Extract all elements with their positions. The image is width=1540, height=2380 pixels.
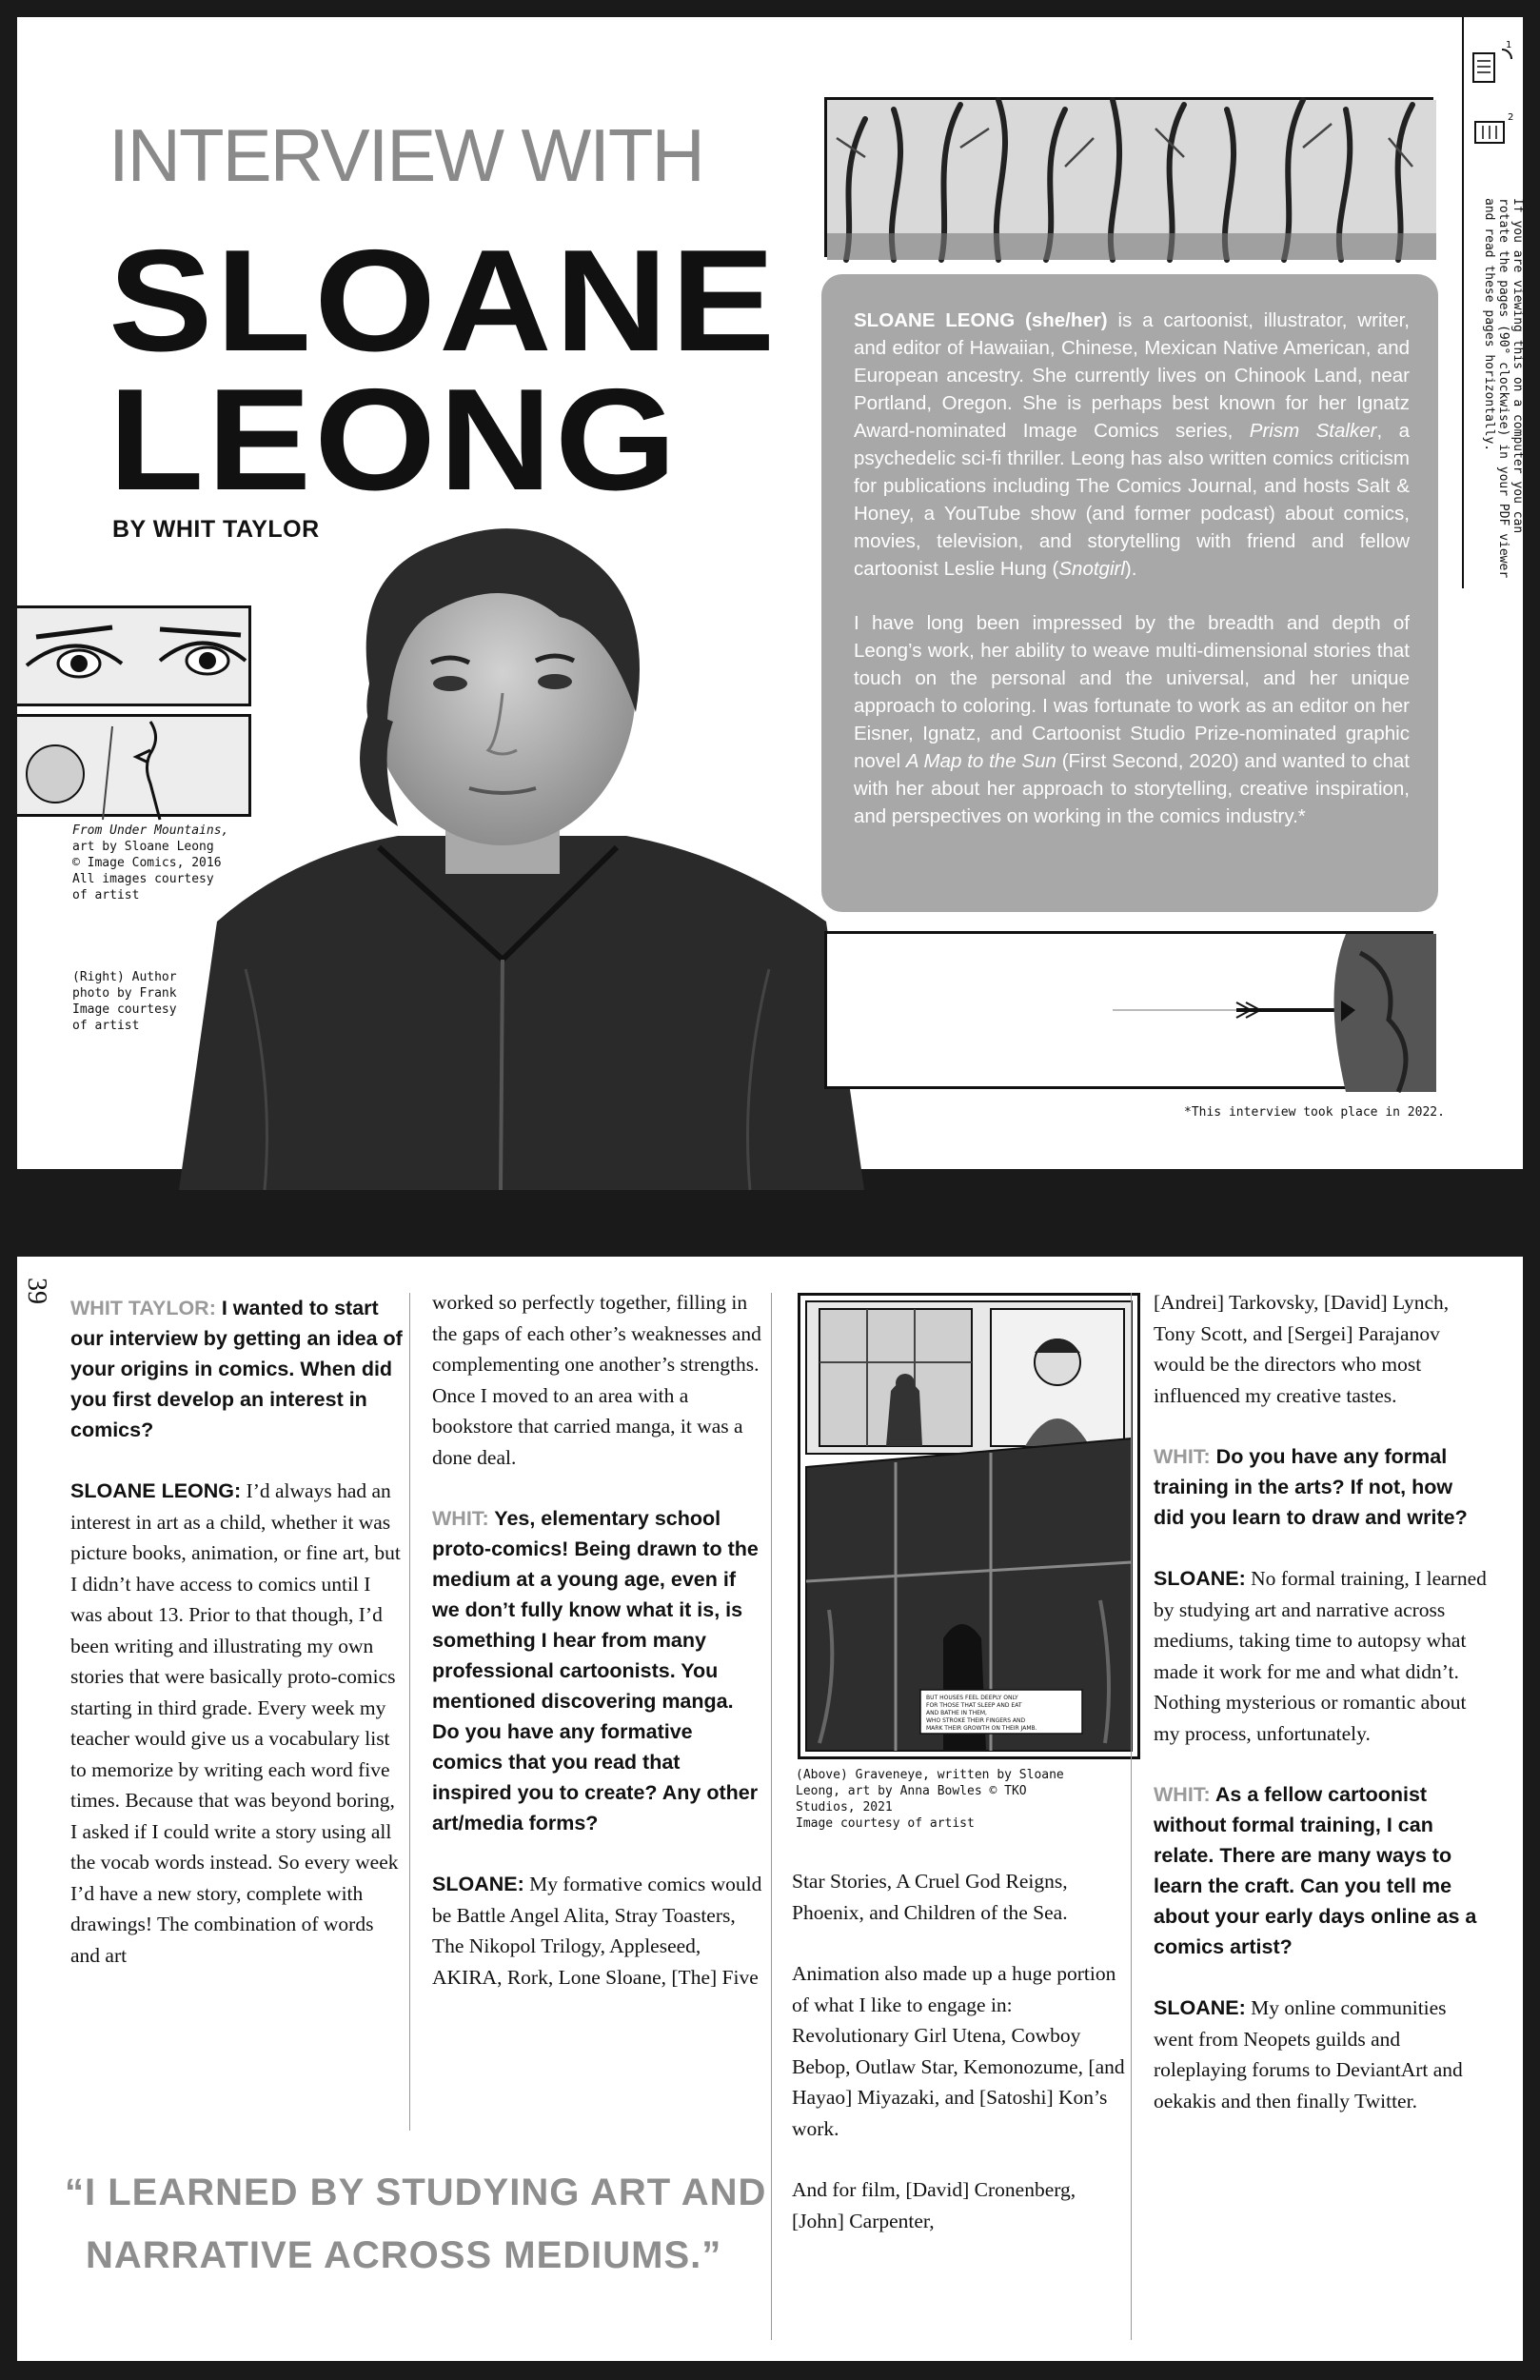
graveneye-caption: (Above) Graveneye, written by Sloane Leong, art by Anna Bowles © TKO Studios, 2021 Image courtesy of artist <box>796 1768 1064 1831</box>
question-1: WHIT TAYLOR: I wanted to start our interview by getting an idea of your origins in comics. When did you first develop an interest in comics? <box>70 1297 403 1441</box>
arrow-comic-panel <box>824 931 1433 1089</box>
answer-2-continued: Star Stories, A Cruel God Reigns, Phoenix, and Children of the Sea. <box>792 1870 1068 1924</box>
graveneye-illustration <box>800 1296 1137 1756</box>
interview-page <box>17 1257 1523 2361</box>
forest-illustration <box>827 100 1436 260</box>
comic-balloon-line: FOR THOSE THAT SLEEP AND EAT <box>926 1702 1022 1709</box>
intro-paragraph-1: SLOANE LEONG (she/her) is a cartoonist, illustrator, writer, and editor of Hawaiian, Chinese, Mexican Native American, and European ancestry. She currently lives on Chinook Land, near Portland, Oregon. She is perhaps best known for her Ignatz Award-nominated Image Comics series, Prism Stalker, a psychedelic sci-fi thriller. Leong has also written comics criticism for publications including The Comics Journal, and hosts Salt & Honey, a YouTube show (and former podcast) about comics, movies, television, and storytelling with friend and fellow cartoonist Leslie Hung (Snotgirl). <box>854 309 1411 580</box>
rotate-instructions-note: If you are viewing this on a computer you can rotate the pages (90° clockwise) in your PDF viewer and read these pages horizontally. <box>1482 198 1525 579</box>
question-4: WHIT: As a fellow cartoonist without formal training, I can relate. There are many ways to learn the craft. Can you tell me about your early days online as a comics artist? <box>1154 1783 1477 1958</box>
author-photo-caption: (Right) Author photo by Frank Image courtesy of artist <box>72 970 177 1033</box>
answer-2-animation: Animation also made up a huge portion of what I like to engage in: Revolutionary Girl Utena, Cowboy Bebop, Outlaw Star, Kemonozume, [and Hayao] Miyazaki, and [Satoshi] Kon’s work. <box>792 1962 1125 2140</box>
intro-paragraph-2: I have long been impressed by the breadth and depth of Leong’s work, her ability to weave multi-dimensional stories that touch on the personal and the universal, and her unique approach to coloring. I was fortunate to work as an editor on her Eisner, Ignatz, and Cartoonist Studio Prize-nominated graphic novel A Map to the Sun (First Second, 2020) and wanted to chat with her about her approach to storytelling, creative inspiration, and perspectives on working in the comics industry.* <box>854 612 1410 827</box>
question-2: WHIT: Yes, elementary school proto-comics! Being drawn to the medium at a young age, even if we don’t fully know what it is, is something I hear from many professional cartoonists. You mentioned discovering manga. Do you have any formative comics that you read that inspired you to create? Any other art/media forms? <box>432 1507 759 1835</box>
answer-1: SLOANE LEONG: I’d always had an interest in art as a child, whether it was picture books, animation, or fine art, but I didn’t have access to comics until I was about 13. Prior to that though, I’d been writing and illustrating my own stories that were basically proto-comics starting in third grade. Every week my teacher would give us a vocabulary list to memorize by writing each word five times. Because that was beyond boring, I asked if I could write a story using all the vocab words instead. So every week I’d have a new story, complete with drawings! The combination of words and art <box>70 1479 401 1967</box>
article-opening-page <box>17 17 1523 1169</box>
svg-text:1: 1 <box>1506 40 1512 50</box>
comic-balloon-line: AND BATHE IN THEM, <box>926 1710 987 1716</box>
answer-3: SLOANE: No formal training, I learned by studying art and narrative across mediums, taking time to autopsy what made it work for me and what didn’t. Nothing mysterious or romantic about my process, unfortunately. <box>1154 1567 1487 1745</box>
column-divider <box>771 1293 772 2340</box>
comic-balloon-line: MARK THEIR GROWTH ON THEIR JAMB. <box>926 1725 1037 1732</box>
pull-quote: “I LEARNED BY STUDYING ART AND NARRATIVE ACROSS MEDIUMS.” <box>65 2172 767 2276</box>
column-divider <box>409 1293 410 2131</box>
answer-2-directors: [Andrei] Tarkovsky, [David] Lynch, Tony Scott, and [Sergei] Parajanov would be the directors who most influenced my creative tastes. <box>1154 1291 1450 1407</box>
answer-1-continued: worked so perfectly together, filling in the gaps of each other’s weaknesses and complementing one another’s strengths. Once I moved to an area with a bookstore that carried manga, it was a done deal. <box>432 1291 761 1469</box>
page-number: 39 <box>22 1278 51 1304</box>
arrow-illustration <box>827 934 1436 1092</box>
graveneye-comic-page <box>798 1293 1140 1759</box>
interview-date-footnote: *This interview took place in 2022. <box>1184 1105 1445 1120</box>
svg-text:2: 2 <box>1508 112 1514 123</box>
comic-balloon-line: WHO STROKE THEIR FINGERS AND <box>926 1717 1026 1724</box>
left-panels-caption: From Under Mountains, art by Sloane Leong © Image Comics, 2016 All images courtesy of artist <box>72 823 229 902</box>
rotate-page-icon <box>1464 36 1525 179</box>
column-4 <box>1154 1287 1487 2116</box>
column-2 <box>432 1287 765 1993</box>
title-kicker: INTERVIEW WITH <box>109 113 703 197</box>
answer-2-film: And for film, [David] Cronenberg, [John] Carpenter, <box>792 2178 1076 2232</box>
comic-balloon-line: BUT HOUSES FEEL DEEPLY ONLY <box>926 1695 1018 1701</box>
column-divider <box>1131 1293 1132 2340</box>
byline: BY WHIT TAYLOR <box>112 516 320 543</box>
column-3 <box>792 1866 1125 2236</box>
forest-comic-panel <box>824 97 1433 257</box>
answer-2: SLOANE: My formative comics would be Battle Angel Alita, Stray Toasters, The Nikopol Trilogy, Appleseed, AKIRA, Rork, Lone Sloane, [The] Five <box>432 1873 762 1989</box>
answer-4: SLOANE: My online communities went from Neopets guilds and roleplaying forums to DeviantArt and oekakis and then finally Twitter. <box>1154 1996 1463 2112</box>
column-1 <box>70 1293 404 1971</box>
title-line-1: SLOANE <box>109 220 779 382</box>
question-3: WHIT: Do you have any formal training in the arts? If not, how did you learn to draw and write? <box>1154 1445 1468 1529</box>
title-line-2: LEONG <box>109 359 680 521</box>
